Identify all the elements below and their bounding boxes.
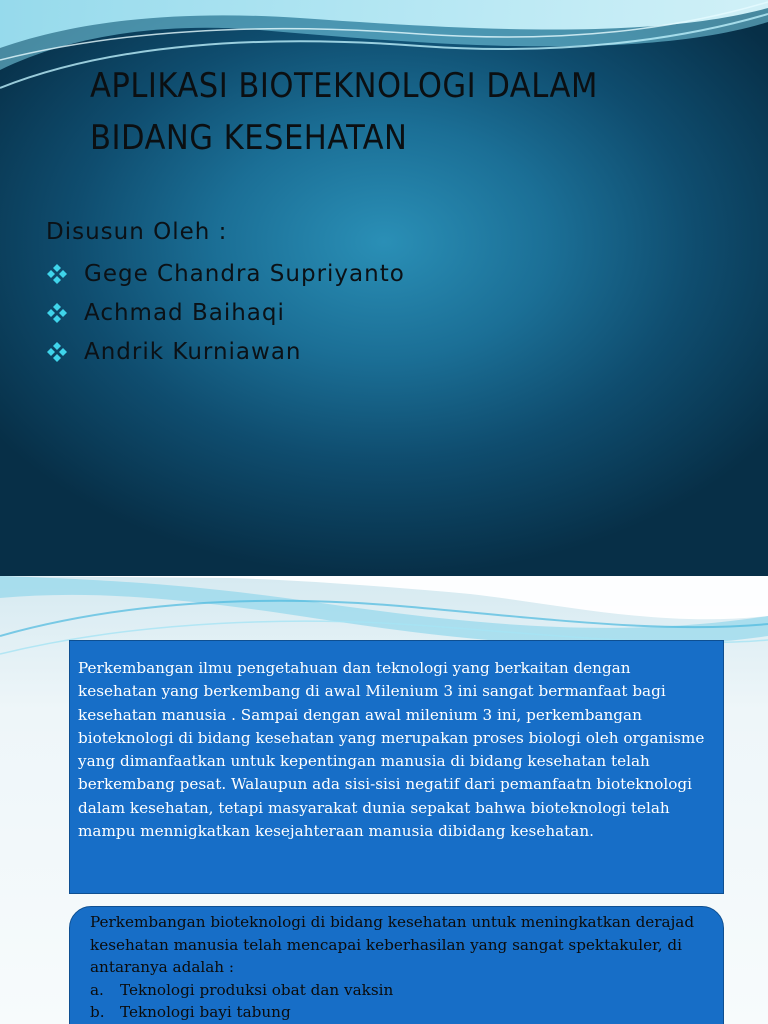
author-item (46, 254, 405, 293)
diamond-bullet-icon (46, 302, 72, 324)
author-item (46, 293, 405, 332)
author-name: Andrik Kurniawan (84, 338, 302, 365)
list-intro: Perkembangan bioteknologi di bidang kesehatan untuk meningkatkan derajad kesehatan manusia telah mencapai keberhasilan yang sangat spektakuler, di antaranya adalah : (90, 913, 695, 977)
slide-title (90, 60, 730, 164)
list-item-text: Teknologi bayi tabung (120, 1003, 291, 1022)
list-item-text: Teknologi produksi obat dan vaksin (120, 980, 394, 999)
diamond-bullet-icon (46, 263, 72, 285)
author-item (46, 332, 405, 371)
authors-list (46, 254, 405, 371)
achievements-list (90, 979, 713, 1024)
author-name: Achmad Baihaqi (84, 299, 285, 326)
list-item (90, 979, 713, 1002)
title-line-2: BIDANG KESEHATAN (90, 118, 408, 158)
authors-heading: Disusun Oleh : (46, 219, 228, 245)
list-box (69, 906, 724, 1024)
title-line-1: APLIKASI BIOTEKNOLOGI DALAM (90, 66, 598, 106)
diamond-bullet-icon (46, 341, 72, 363)
paragraph-box (69, 640, 724, 894)
author-name: Gege Chandra Supriyanto (84, 260, 405, 287)
content-slide (0, 576, 768, 1024)
list-item (90, 1001, 713, 1024)
authors-block (46, 214, 405, 371)
list-marker: a. (90, 980, 104, 999)
paragraph-text: Perkembangan ilmu pengetahuan dan teknologi yang berkaitan dengan kesehatan yang berkembang di awal Milenium 3 ini sangat bermanfaat bagi kesehatan manusia . Sampai dengan awal milenium 3 ini, perkembangan bioteknologi di bidang kesehatan yang merupakan proses biologi oleh organisme yang dimanfaatkan untuk kepentingan manusia di bidang kesehatan telah berkembang pesat. Walaupun ada sisi-sisi negatif dari pemanfaatn bioteknologi dalam kesehatan, tetapi masyarakat dunia sepakat bahwa bioteknologi telah mampu mennigkatkan kesejahteraan manusia dibidang kesehatan. (78, 659, 705, 841)
list-marker: b. (90, 1003, 105, 1022)
